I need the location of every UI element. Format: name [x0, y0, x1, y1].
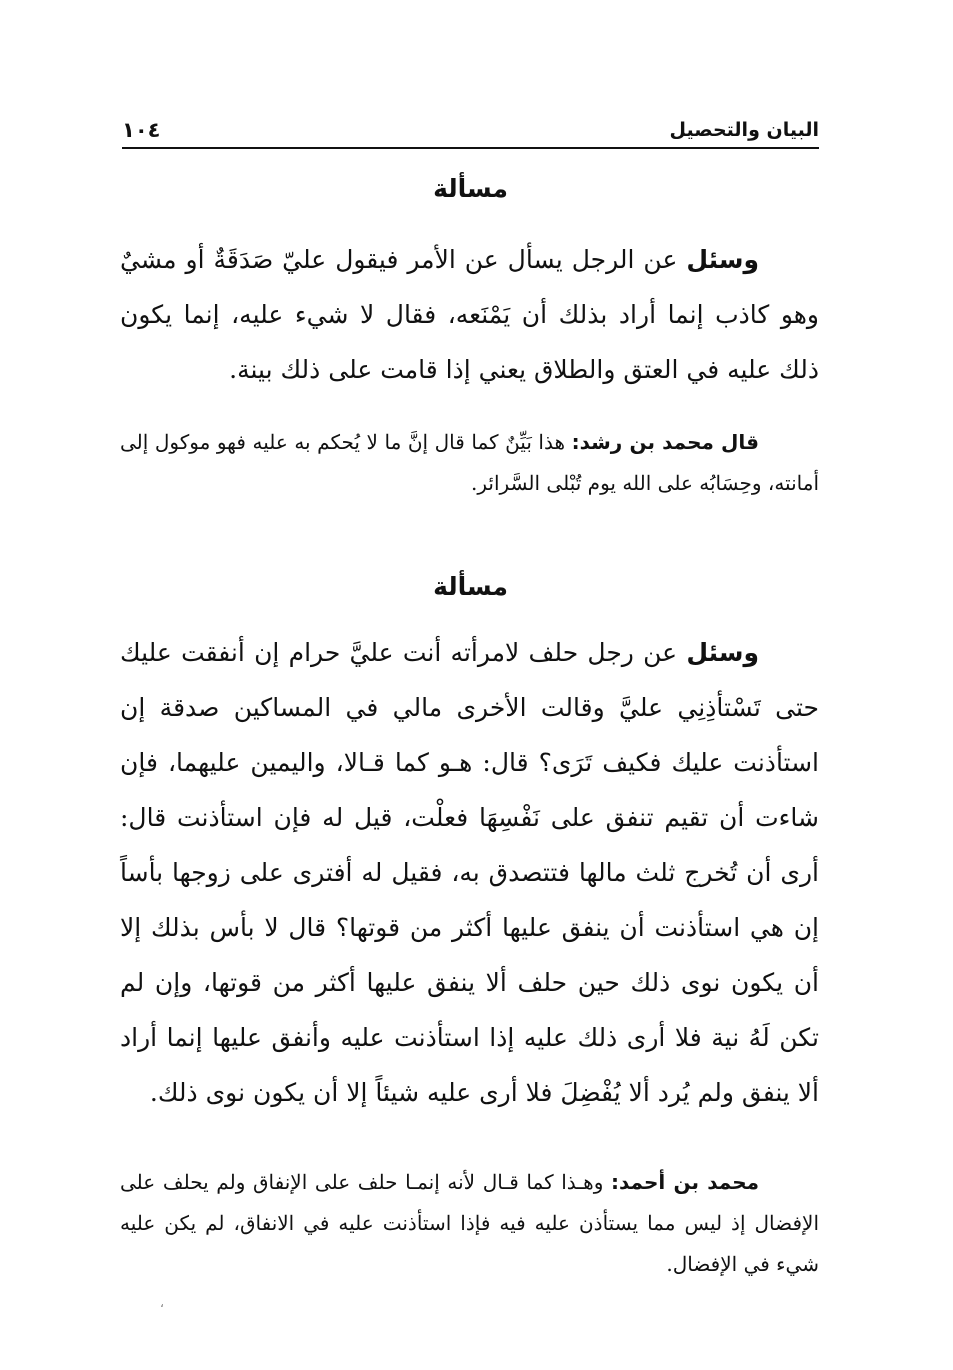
commentary-paragraph — [120, 422, 819, 504]
commentary-text: هذا بَيِّنٌ كما قال إنَّ ما لا يُحكم به عليه فهو موكول إلى أمانته، وحِسَابُه على الله يوم تُبْلى السَّرائر. — [120, 430, 819, 495]
section-heading: مسألة — [433, 572, 508, 601]
question-text: عن الرجل يسأل عن الأمر فيقول عليّ صَدَقَةٌ أو مشيٌ وهو كاذب إنما أراد بذلك أن يَمْنَعه، فقال لا شيء عليه، إنما يكون ذلك عليه في العتق والطلاق يعني إذا قامت على ذلك بينة. — [120, 245, 819, 384]
book-title: البيان والتحصيل — [669, 119, 819, 141]
commentary-lead: قال محمد بن رشد: — [571, 430, 759, 454]
running-header — [122, 106, 819, 142]
page-number: ١٠٤ — [122, 118, 161, 142]
question-text: عن رجل حلف لامرأته أنت عليَّ حرام إن أنفقت عليك حتى تَسْتأذِنِي عليَّ وقالت الأخرى مالي في المساكين صدقة إن استأذنت عليك فكيف تَرَى؟ قال: هـو كما قـالا، واليمين عليهما، فإن شاءت أن تقيم تنفق على نَفْسِهَا فعلْت، قيل له فإن استأذنت قال: أرى أن تُخرج ثلث مالها فتتصدق به، فقيل له أفترى على زوجها بأساً إن هي استأذنت أن ينفق عليها أكثر من قوتها؟ قال لا بأس بذلك إلا أن يكون نوى ذلك حين حلف ألا ينفق عليها أكثر من قوتها، وإن لم تكن لَهُ نية فلا أرى ذلك عليه إذا استأذنت عليه وأنفق عليها إنما أراد ألا ينفق ولم يُرد ألا يُفْضِلَ فلا أرى عليه شيئاً إلا أن يكون نوى ذلك. — [120, 638, 819, 1107]
header-divider — [122, 147, 819, 149]
section-heading: مسألة — [433, 174, 508, 203]
question-lead: وسئل — [686, 638, 759, 667]
commentary-text: وهـذا كما قـال لأنه إنمـا حلف على الإنفاق ولم يحلف على الإفضال إذ ليس مما يستأذن عليه فيه فإذا استأذنت عليه في الانفاق، لم يكن عليه شيء في الإفضال. — [120, 1170, 819, 1276]
commentary-paragraph — [120, 1162, 819, 1285]
question-lead: وسئل — [686, 245, 759, 274]
stray-mark: ، — [160, 1296, 164, 1310]
question-paragraph — [120, 232, 819, 397]
question-paragraph — [120, 625, 819, 1120]
commentary-lead: محمد بن أحمد: — [611, 1170, 759, 1194]
